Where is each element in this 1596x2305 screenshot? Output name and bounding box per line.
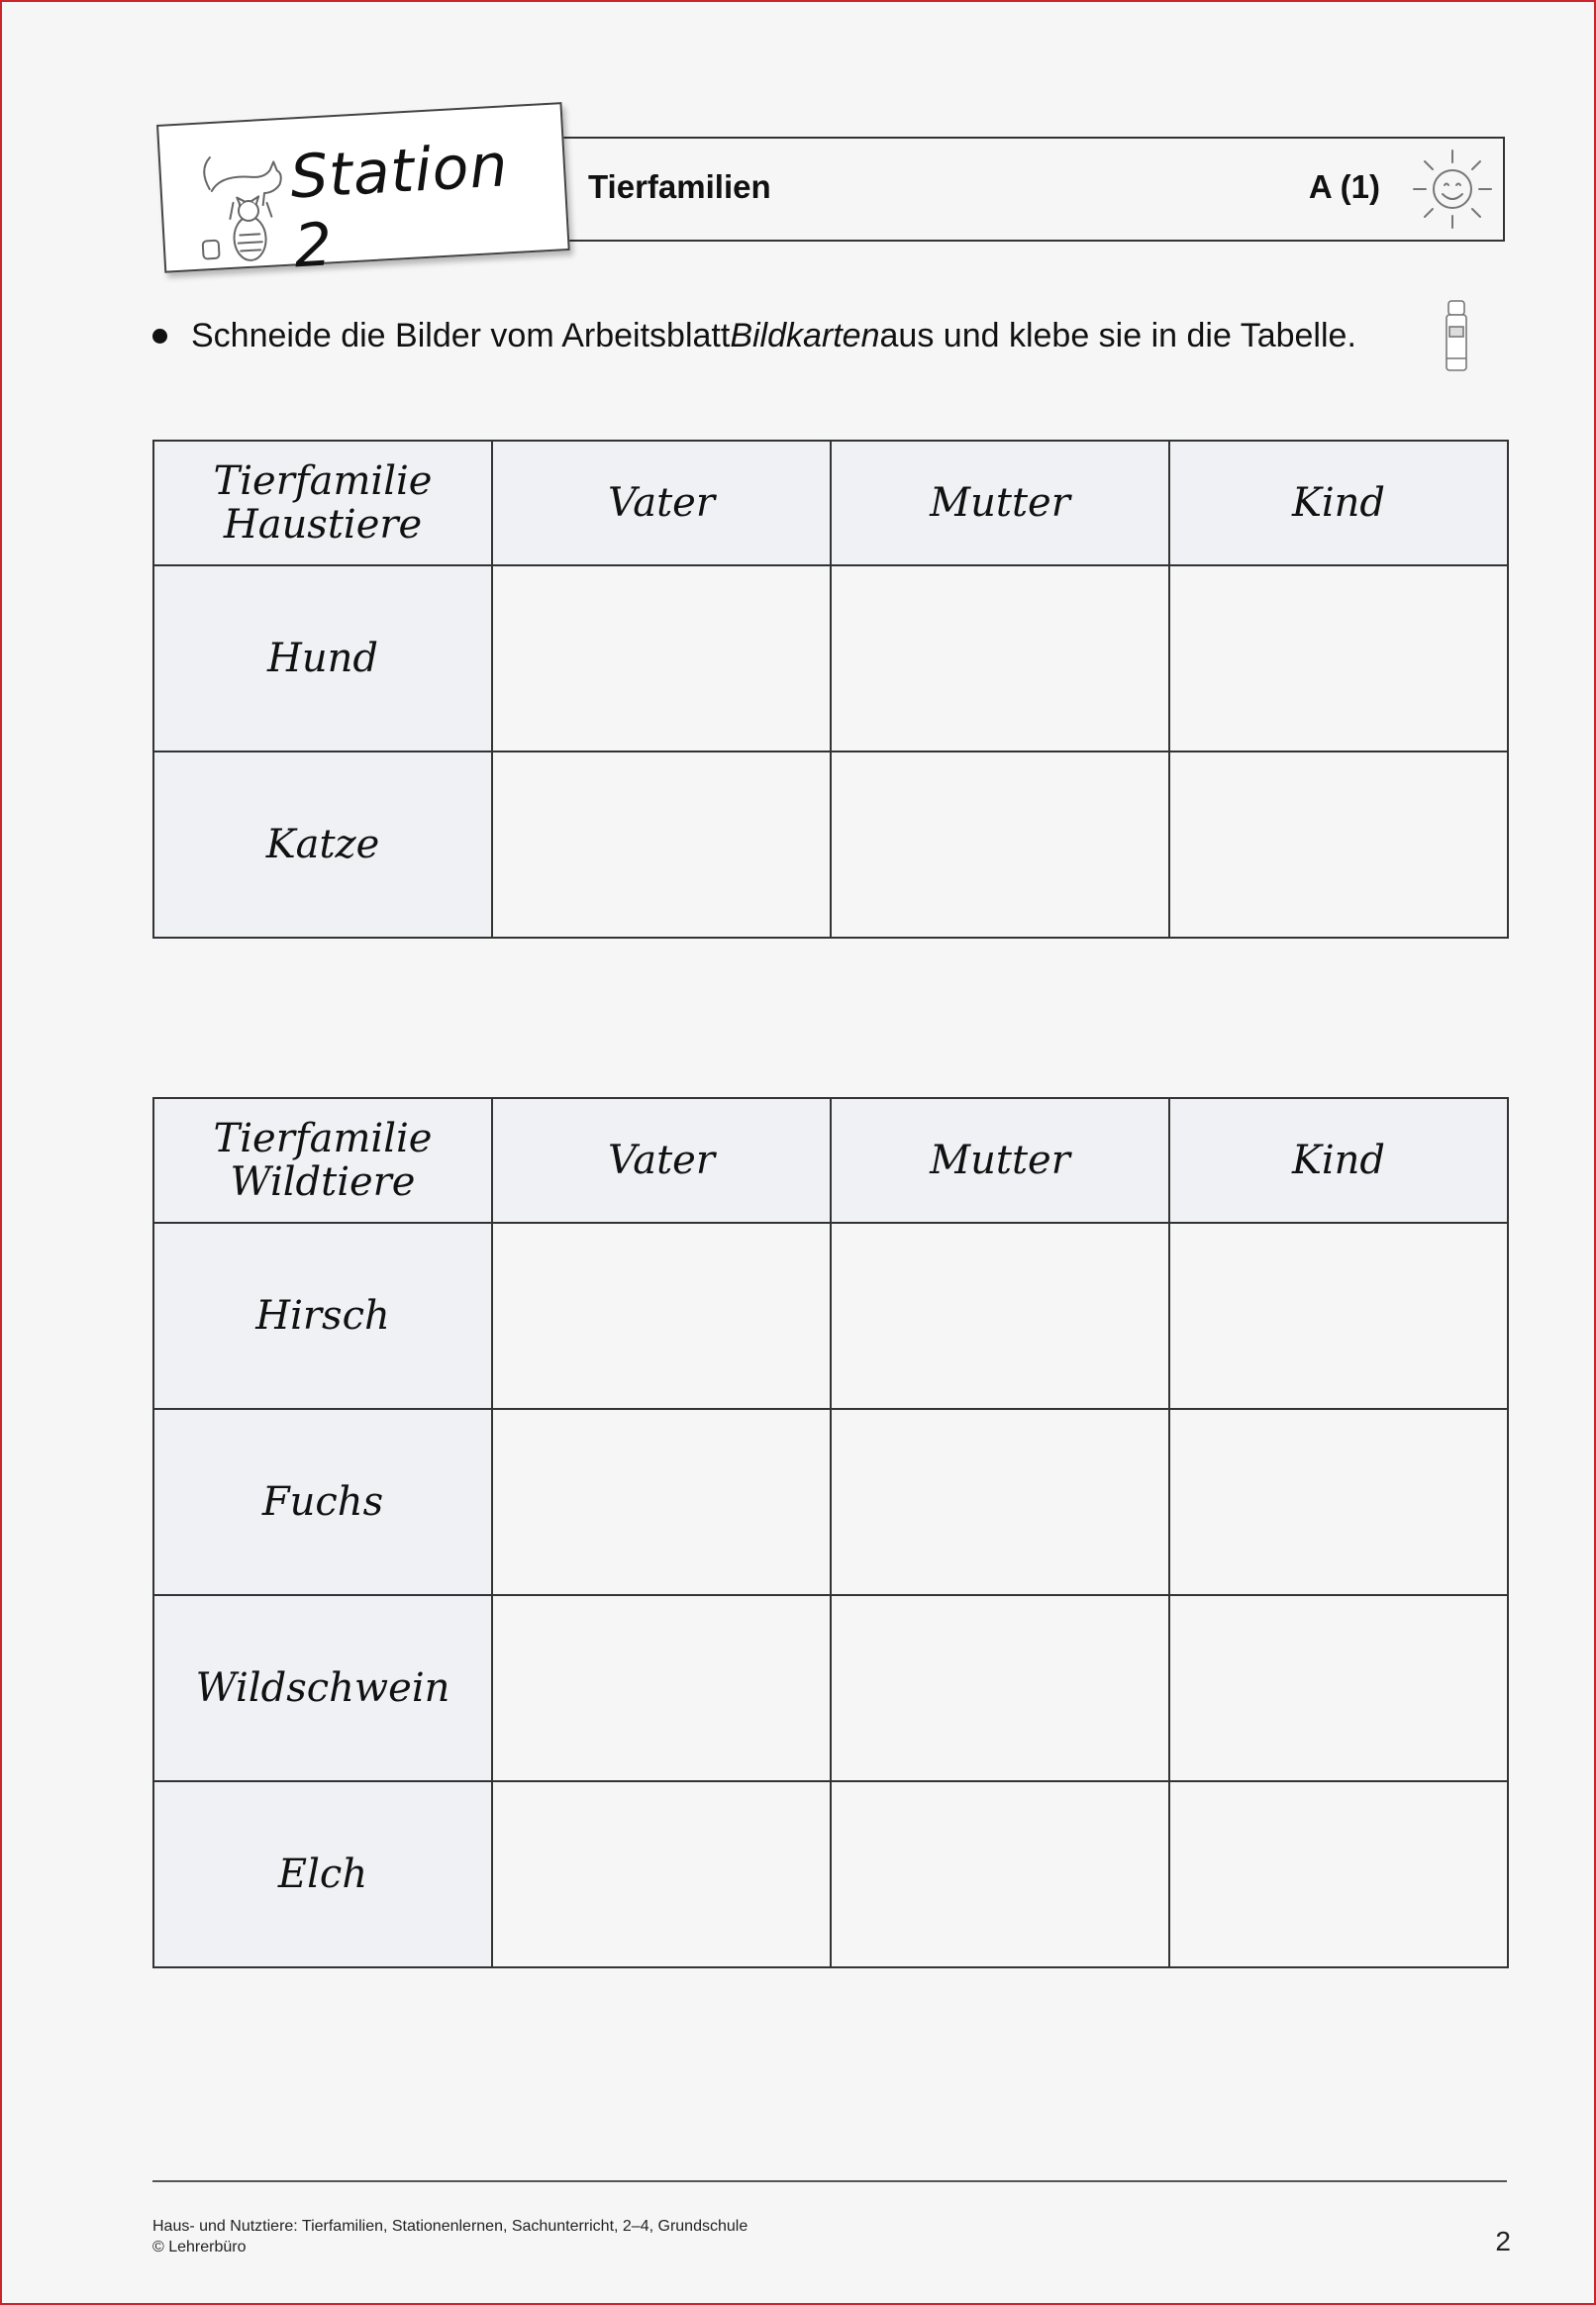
- paste-cell-child: [1169, 1223, 1508, 1409]
- paste-cell-father: [492, 1595, 831, 1781]
- corner-header-line2: Haustiere: [223, 502, 423, 548]
- column-header-child: Kind: [1169, 1098, 1508, 1223]
- paste-cell-mother: [831, 565, 1169, 752]
- worksheet-title: Tierfamilien: [588, 168, 771, 205]
- column-header-child: Kind: [1169, 441, 1508, 565]
- wild-table-corner-header: [153, 1098, 492, 1223]
- corner-header-line1: Tierfamilie: [213, 1116, 433, 1161]
- paste-cell-father: [492, 1223, 831, 1409]
- paste-cell-father: [492, 1409, 831, 1595]
- station-card: [156, 102, 570, 282]
- footer-line2: © Lehrerbüro: [152, 2239, 247, 2255]
- table-row: [153, 565, 1508, 752]
- row-label: Hund: [153, 565, 492, 752]
- worksheet-code: A (1): [1308, 168, 1380, 205]
- column-header-mother: Mutter: [831, 1098, 1169, 1223]
- paste-cell-mother: [831, 752, 1169, 938]
- bullet-icon: [152, 329, 167, 344]
- cat-icon: [187, 137, 303, 271]
- instruction-text-after: aus und klebe sie in die Tabelle.: [879, 317, 1356, 354]
- footer-line1: Haus- und Nutztiere: Tierfamilien, Stationenlernen, Sachunterricht, 2–4, Grundschule: [152, 2218, 748, 2235]
- paste-cell-child: [1169, 565, 1508, 752]
- glue-stick-icon: [1444, 299, 1469, 374]
- column-header-father: Vater: [492, 1098, 831, 1223]
- paste-cell-mother: [831, 1223, 1169, 1409]
- wild-animals-table: [152, 1097, 1509, 1968]
- paste-cell-father: [492, 1781, 831, 1967]
- paste-cell-father: [492, 565, 831, 752]
- paste-cell-mother: [831, 1595, 1169, 1781]
- footer-divider: [152, 2180, 1507, 2182]
- station-label: Station 2: [288, 131, 511, 282]
- paste-cell-child: [1169, 752, 1508, 938]
- row-label: Fuchs: [153, 1409, 492, 1595]
- row-label: Katze: [153, 752, 492, 938]
- instruction-text-before: Schneide die Bilder vom Arbeitsblatt: [191, 317, 731, 354]
- row-label: Hirsch: [153, 1223, 492, 1409]
- corner-header-line1: Tierfamilie: [213, 458, 433, 504]
- column-header-father: Vater: [492, 441, 831, 565]
- paste-cell-child: [1169, 1781, 1508, 1967]
- pets-table: [152, 440, 1509, 939]
- header-bar: [547, 137, 1505, 242]
- paste-cell-father: [492, 752, 831, 938]
- page-number: 2: [1495, 2226, 1511, 2256]
- column-header-mother: Mutter: [831, 441, 1169, 565]
- corner-header-line2: Wildtiere: [230, 1159, 416, 1205]
- paste-cell-child: [1169, 1595, 1508, 1781]
- instruction: [152, 317, 1356, 355]
- paste-cell-child: [1169, 1409, 1508, 1595]
- table-row: [153, 1595, 1508, 1781]
- row-label: Elch: [153, 1781, 492, 1967]
- table-row: [153, 1409, 1508, 1595]
- pets-table-corner-header: [153, 441, 492, 565]
- table-row: [153, 1223, 1508, 1409]
- table-row: [153, 752, 1508, 938]
- row-label: Wildschwein: [153, 1595, 492, 1781]
- table-row: [153, 1781, 1508, 1967]
- paste-cell-mother: [831, 1781, 1169, 1967]
- footer-text: [152, 2216, 748, 2257]
- instruction-emphasis: Bildkarten: [730, 317, 880, 354]
- paste-cell-mother: [831, 1409, 1169, 1595]
- sun-icon: [1408, 145, 1497, 234]
